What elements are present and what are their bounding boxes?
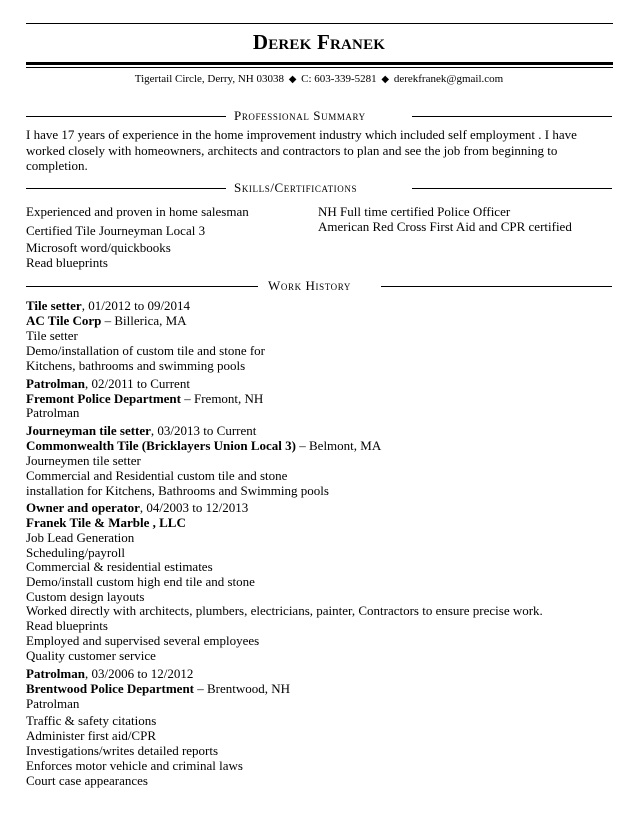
job-detail: Commercial & residential estimates — [26, 559, 213, 574]
job-company: Fremont Police Department — [26, 391, 181, 406]
job-detail: Enforces motor vehicle and criminal laws — [26, 758, 243, 773]
job-detail: Custom design layouts — [26, 589, 145, 604]
contact-line — [0, 73, 638, 85]
job-detail: Job Lead Generation — [26, 530, 135, 545]
job-detail: Traffic & safety citations — [26, 713, 157, 728]
job-company: Commonwealth Tile (Bricklayers Union Local 3) — [26, 438, 296, 453]
job-detail: Worked directly with architects, plumbers, electricians, painter, Contractors to ensure precise work. — [26, 603, 543, 618]
skill-item: Read blueprints — [26, 255, 108, 270]
job-detail: Kitchens, bathrooms and swimming pools — [26, 358, 246, 373]
diamond-icon: ◆ — [381, 74, 390, 85]
job-detail: Scheduling/payroll — [26, 545, 125, 560]
job-detail: Demo/installation of custom tile and stone for — [26, 343, 266, 358]
skills-rule-left — [26, 188, 226, 189]
summary-rule-right — [412, 116, 612, 117]
job-company: AC Tile Corp — [26, 313, 102, 328]
skill-item: Microsoft word/quickbooks — [26, 240, 171, 255]
job-detail: Employed and supervised several employees — [26, 633, 260, 648]
header-rule-thick — [26, 62, 613, 65]
skills-rule-right — [412, 188, 612, 189]
job-dates: , 03/2006 to 12/2012 — [84, 666, 194, 681]
job-detail: installation for Kitchens, Bathrooms and Swimming pools — [26, 483, 329, 498]
summary-line: completion. — [26, 158, 88, 173]
job-title-line — [26, 423, 256, 438]
job-detail: Investigations/writes detailed reports — [26, 743, 219, 758]
job-title: Patrolman — [26, 666, 85, 681]
job-company-line — [26, 681, 290, 696]
skill-item: Experienced and proven in home salesman — [26, 204, 249, 219]
job-title-line — [26, 376, 190, 391]
work-heading: Work History — [268, 278, 351, 293]
job-company-line — [26, 438, 381, 453]
summary-line: I have 17 years of experience in the home improvement industry which included self employment . I have — [26, 127, 577, 142]
job-location: – Belmont, MA — [296, 438, 382, 453]
job-location: – Fremont, NH — [180, 391, 264, 406]
job-detail: Read blueprints — [26, 618, 108, 633]
job-company: Franek Tile & Marble , LLC — [26, 515, 186, 530]
job-detail: Court case appearances — [26, 773, 148, 788]
job-detail: Commercial and Residential custom tile and stone — [26, 468, 288, 483]
skill-item: American Red Cross First Aid and CPR certified — [318, 219, 572, 234]
summary-rule-left — [26, 116, 226, 117]
job-dates: , 03/2013 to Current — [150, 423, 257, 438]
job-detail: Patrolman — [26, 696, 80, 711]
job-location: – Brentwood, NH — [194, 681, 291, 696]
candidate-name: Derek Franek — [252, 30, 386, 54]
job-detail: Tile setter — [26, 328, 78, 343]
job-title-line — [26, 666, 193, 681]
work-rule-left — [26, 286, 258, 287]
work-rule-right — [381, 286, 612, 287]
job-company-line — [26, 515, 186, 530]
diamond-icon: ◆ — [288, 74, 297, 85]
skill-item: NH Full time certified Police Officer — [318, 204, 511, 219]
summary-heading: Professional Summary — [234, 108, 366, 123]
job-company-line — [26, 391, 263, 406]
skills-heading: Skills/Certifications — [234, 180, 358, 195]
job-dates: , 01/2012 to 09/2014 — [81, 298, 191, 313]
contact-phone: C: 603-339-5281 — [301, 73, 377, 85]
job-dates: , 02/2011 to Current — [84, 376, 190, 391]
job-dates: , 04/2003 to 12/2013 — [139, 500, 249, 515]
job-location: – Billerica, MA — [101, 313, 187, 328]
job-detail: Demo/install custom high end tile and stone — [26, 574, 255, 589]
contact-address: Tigertail Circle, Derry, NH 03038 — [134, 73, 284, 85]
contact-email[interactable]: derekfranek@gmail.com — [393, 73, 504, 85]
top-rule — [26, 23, 613, 24]
job-detail: Quality customer service — [26, 648, 156, 663]
skill-item: Certified Tile Journeyman Local 3 — [26, 223, 206, 238]
summary-line: worked closely with homeowners, architects and contractors to plan and see the job from beginning to — [26, 143, 558, 158]
job-company: Brentwood Police Department — [26, 681, 195, 696]
job-detail: Journeymen tile setter — [26, 453, 141, 468]
job-title: Journeyman tile setter — [26, 423, 151, 438]
job-title: Patrolman — [26, 376, 85, 391]
job-company-line — [26, 313, 187, 328]
job-detail: Administer first aid/CPR — [26, 728, 156, 743]
header-rule-thin — [26, 67, 613, 68]
job-title-line — [26, 500, 248, 515]
job-detail: Patrolman — [26, 405, 80, 420]
job-title-line — [26, 298, 190, 313]
job-title: Tile setter — [26, 298, 82, 313]
job-title: Owner and operator — [26, 500, 140, 515]
